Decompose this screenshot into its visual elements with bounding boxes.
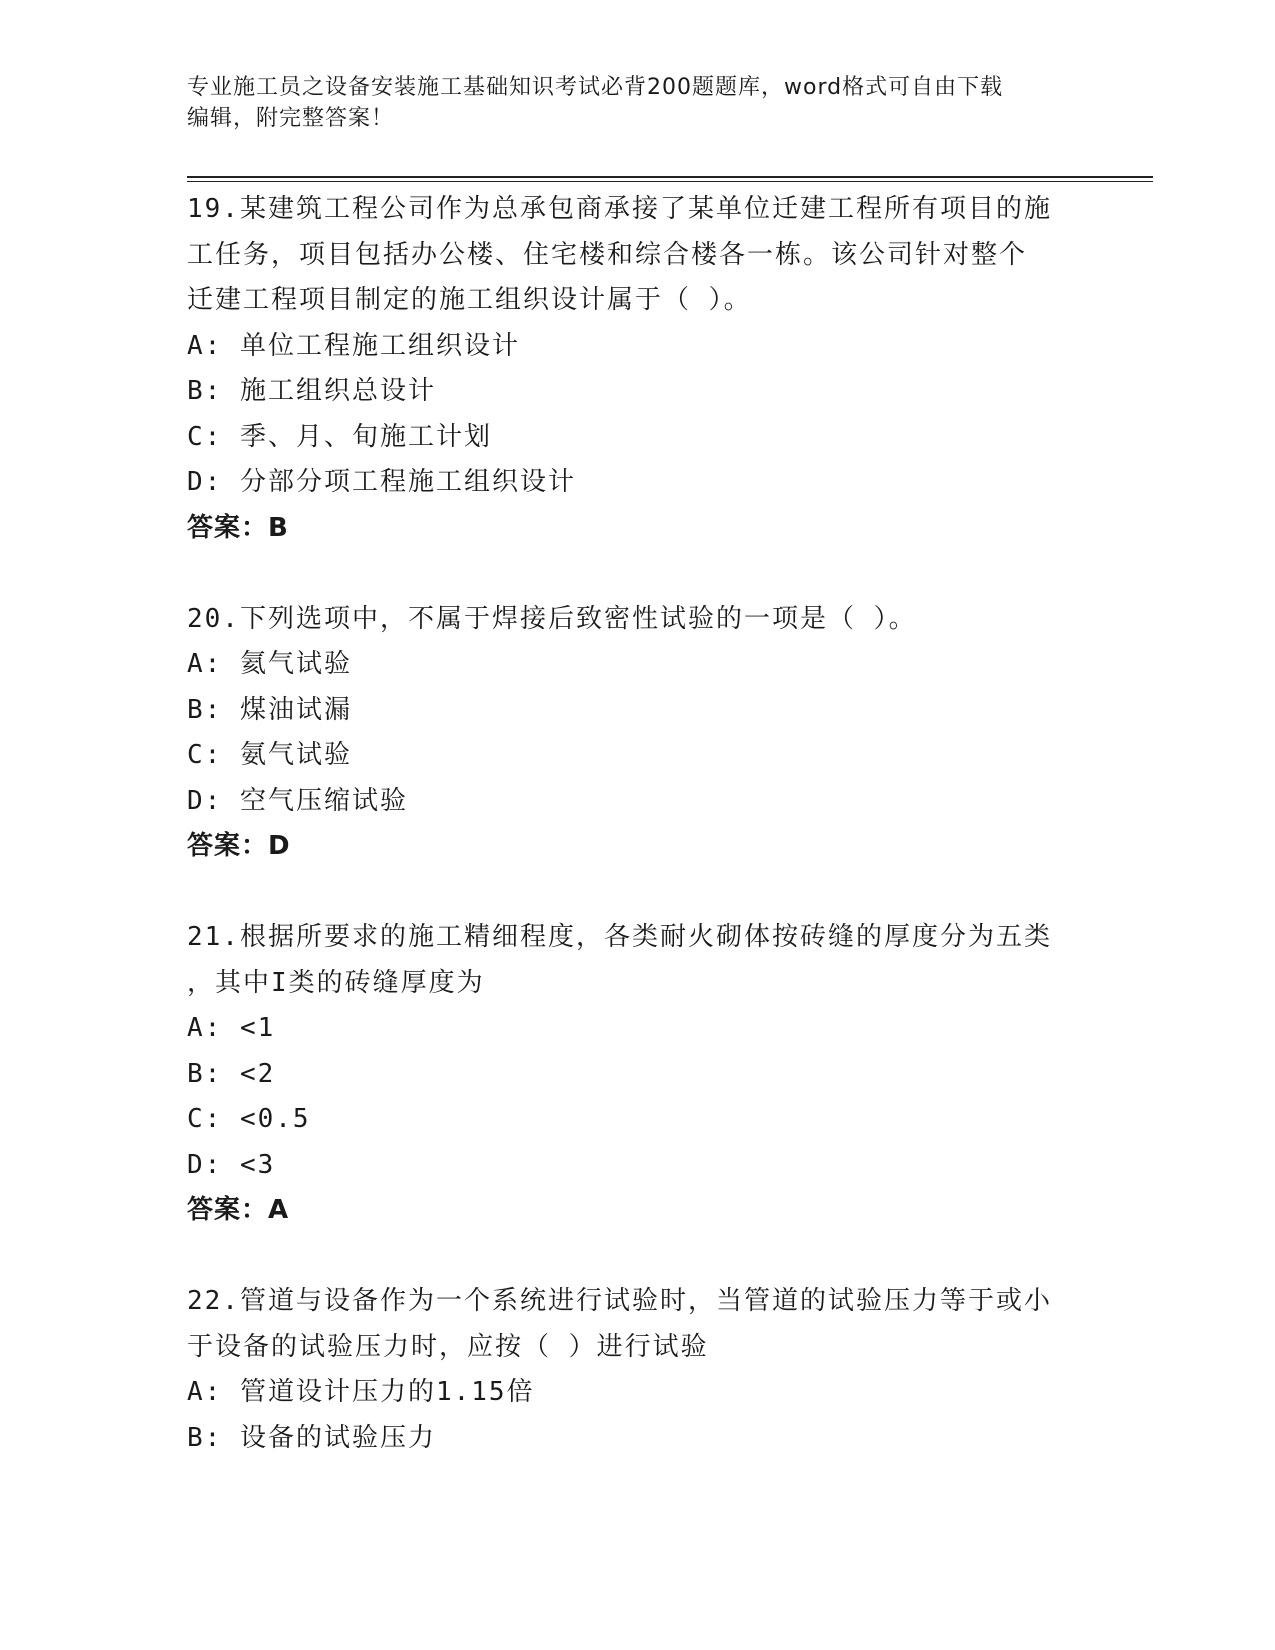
question-block [187,1279,1087,1461]
question-line: 22.管道与设备作为一个系统进行试验时，当管道的试验压力等于或小 [187,1286,1052,1316]
question-line: 20.下列选项中，不属于焊接后致密性试验的一项是（ ）。 [187,603,917,634]
option-a: A: <1 [187,1013,276,1043]
question-line: 于设备的试验压力时，应按（ ）进行试验 [187,1331,709,1362]
option-a: A: 管道设计压力的1.15倍 [187,1377,535,1407]
header-divider-thick [187,176,1153,178]
header-line-2: 编辑，附完整答案！ [187,106,395,131]
option-c: C: 季、月、旬施工计划 [187,421,492,452]
option-c: C: 氨气试验 [187,740,352,770]
question-line: ，其中I类的砖缝厚度为 [187,967,485,998]
question-block [187,597,1087,870]
spacer [187,870,1087,916]
option-a: A: 单位工程施工组织设计 [187,330,520,361]
option-b: B: <2 [187,1058,276,1089]
question-line: 工任务，项目包括办公楼、住宅楼和综合楼各一栋。该公司针对整个 [187,239,1028,270]
option-d: D: 空气压缩试验 [187,785,408,816]
question-block [187,187,1087,551]
question-line: 迁建工程项目制定的施工组织设计属于（ ）。 [187,285,752,315]
question-block [187,915,1087,1234]
spacer [187,1234,1087,1280]
answer-line: 答案：B [187,512,289,543]
question-line: 19.某建筑工程公司作为总承包商承接了某单位迁建工程所有项目的施 [187,194,1052,224]
answer-line: 答案：A [187,1195,290,1225]
option-c: C: <0.5 [187,1104,311,1134]
question-list [187,187,1087,1461]
option-b: B: 煤油试漏 [187,694,352,725]
option-d: D: 分部分项工程施工组织设计 [187,467,576,497]
document-header [187,72,1067,134]
option-b: B: 施工组织总设计 [187,376,436,406]
option-b: B: 设备的试验压力 [187,1422,436,1453]
header-divider-thin [187,181,1153,182]
answer-line: 答案：D [187,831,291,861]
option-a: A: 氦气试验 [187,649,352,679]
header-line-1: 专业施工员之设备安装施工基础知识考试必背200题题库，word格式可自由下载 [187,75,1004,100]
spacer [187,551,1087,597]
question-line: 21.根据所要求的施工精细程度，各类耐火砌体按砖缝的厚度分为五类 [187,922,1052,952]
option-d: D: <3 [187,1149,276,1180]
